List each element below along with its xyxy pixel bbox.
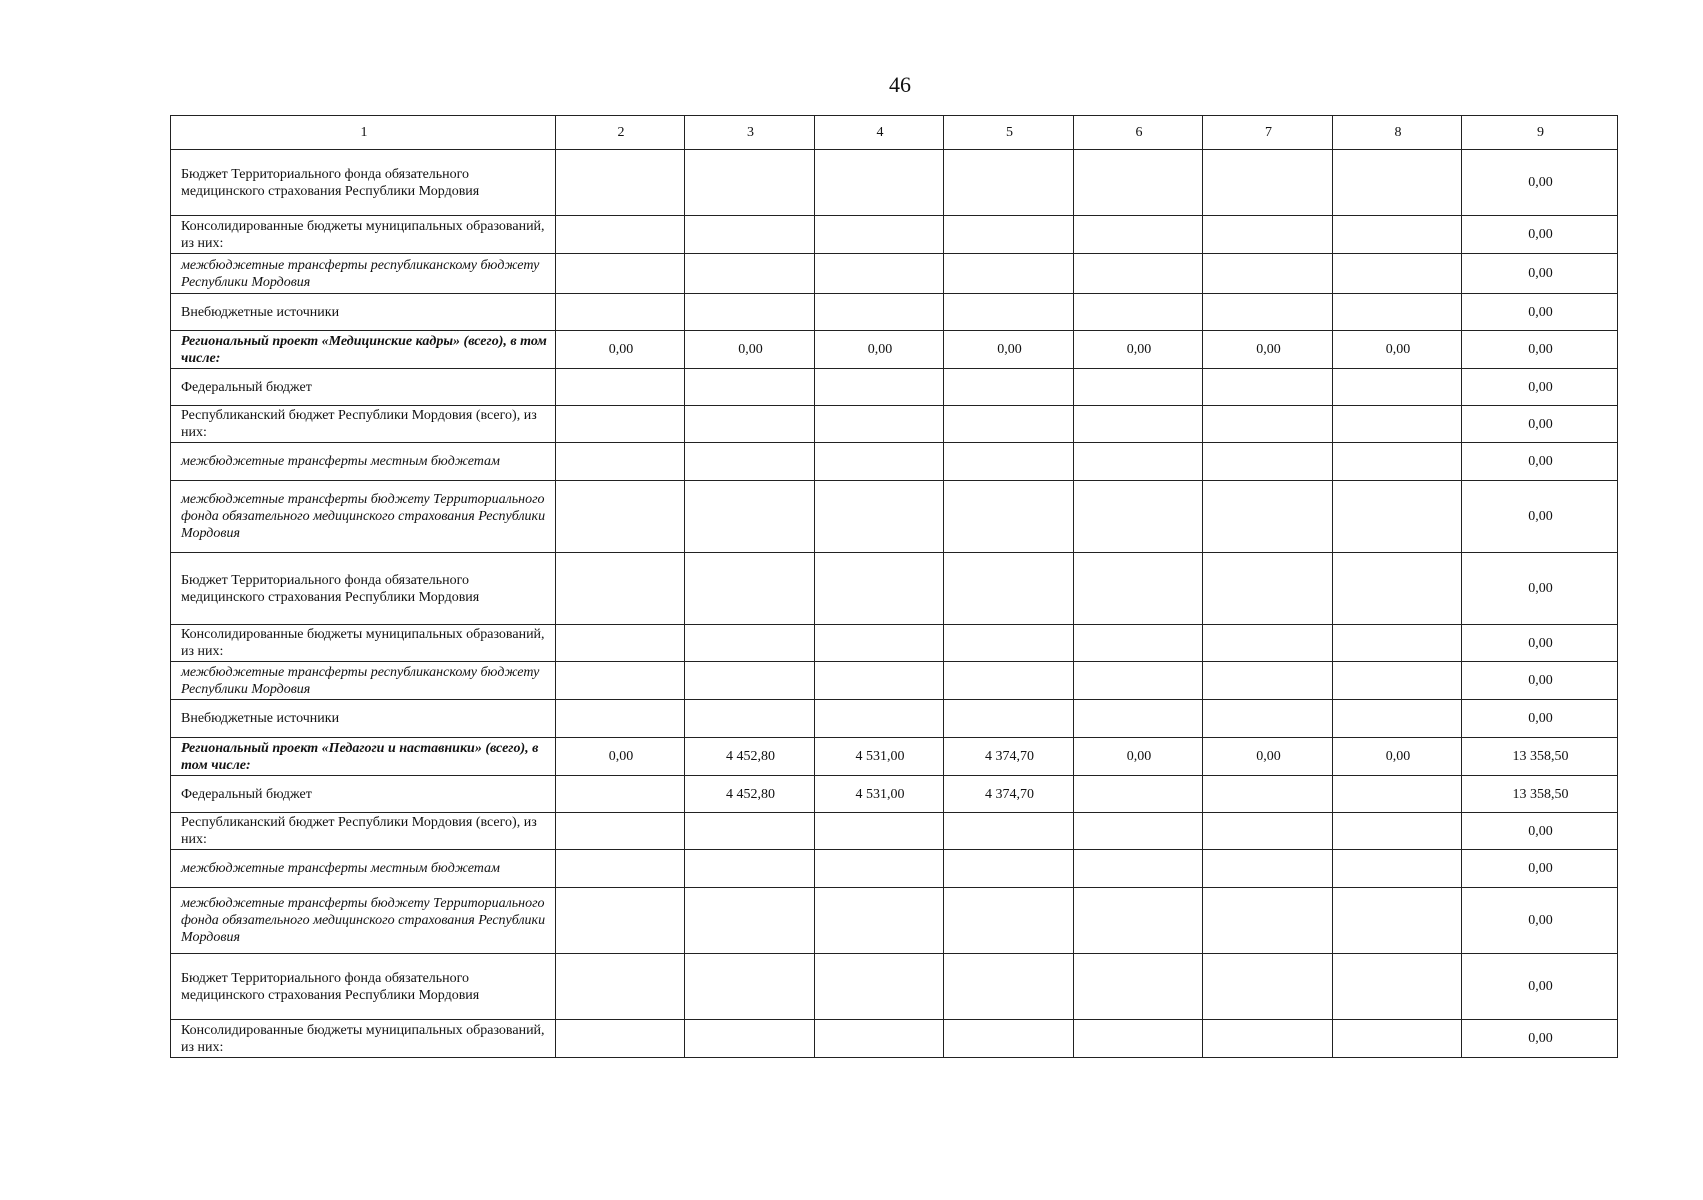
value-cell bbox=[1074, 216, 1203, 254]
value-cell bbox=[815, 1020, 944, 1058]
value-cell bbox=[556, 888, 685, 954]
column-header: 5 bbox=[944, 116, 1074, 150]
value-cell bbox=[1074, 662, 1203, 700]
page-number: 46 bbox=[889, 72, 911, 97]
value-cell bbox=[815, 888, 944, 954]
value-cell bbox=[1333, 406, 1462, 443]
value-cell: 0,00 bbox=[1462, 443, 1618, 481]
value-cell bbox=[1333, 850, 1462, 888]
value-cell bbox=[556, 813, 685, 850]
table-row bbox=[171, 813, 1618, 850]
value-cell bbox=[556, 776, 685, 813]
row-label: Бюджет Территориального фонда обязательного медицинского страхования Республики Мордовия bbox=[171, 150, 556, 216]
value-cell bbox=[1203, 700, 1333, 738]
value-cell bbox=[944, 294, 1074, 331]
value-cell bbox=[1333, 813, 1462, 850]
table-row bbox=[171, 443, 1618, 481]
value-cell: 0,00 bbox=[1462, 662, 1618, 700]
value-cell bbox=[1074, 700, 1203, 738]
value-cell bbox=[1203, 150, 1333, 216]
value-cell: 0,00 bbox=[1074, 738, 1203, 776]
value-cell bbox=[815, 662, 944, 700]
value-cell: 0,00 bbox=[1462, 481, 1618, 553]
value-cell bbox=[685, 700, 815, 738]
column-header: 4 bbox=[815, 116, 944, 150]
value-cell bbox=[685, 625, 815, 662]
value-cell: 0,00 bbox=[556, 331, 685, 369]
value-cell bbox=[1074, 369, 1203, 406]
value-cell bbox=[1203, 369, 1333, 406]
value-cell: 0,00 bbox=[1462, 850, 1618, 888]
value-cell: 0,00 bbox=[1074, 331, 1203, 369]
row-label: Республиканский бюджет Республики Мордовия (всего), из них: bbox=[171, 406, 556, 443]
value-cell: 0,00 bbox=[944, 331, 1074, 369]
value-cell bbox=[944, 481, 1074, 553]
value-cell bbox=[944, 662, 1074, 700]
value-cell: 0,00 bbox=[815, 331, 944, 369]
value-cell bbox=[1333, 1020, 1462, 1058]
value-cell bbox=[1203, 888, 1333, 954]
value-cell bbox=[1074, 443, 1203, 481]
table-row bbox=[171, 331, 1618, 369]
value-cell bbox=[815, 443, 944, 481]
value-cell bbox=[1333, 254, 1462, 294]
value-cell bbox=[1203, 850, 1333, 888]
value-cell bbox=[944, 150, 1074, 216]
table-row bbox=[171, 216, 1618, 254]
row-label: Внебюджетные источники bbox=[171, 700, 556, 738]
value-cell bbox=[556, 150, 685, 216]
value-cell: 13 358,50 bbox=[1462, 776, 1618, 813]
value-cell bbox=[944, 1020, 1074, 1058]
value-cell bbox=[944, 625, 1074, 662]
value-cell: 0,00 bbox=[1462, 888, 1618, 954]
value-cell: 0,00 bbox=[1462, 294, 1618, 331]
value-cell: 0,00 bbox=[1333, 331, 1462, 369]
value-cell bbox=[815, 700, 944, 738]
value-cell bbox=[944, 553, 1074, 625]
value-cell bbox=[815, 216, 944, 254]
value-cell bbox=[685, 216, 815, 254]
value-cell bbox=[1074, 850, 1203, 888]
value-cell bbox=[685, 294, 815, 331]
table-row bbox=[171, 662, 1618, 700]
value-cell bbox=[1203, 662, 1333, 700]
value-cell bbox=[1074, 813, 1203, 850]
row-label: межбюджетные трансферты бюджету Территориального фонда обязательного медицинского страхования Республики Мордовия bbox=[171, 888, 556, 954]
value-cell bbox=[556, 481, 685, 553]
value-cell bbox=[556, 553, 685, 625]
table-row bbox=[171, 738, 1618, 776]
value-cell bbox=[556, 662, 685, 700]
row-label: межбюджетные трансферты бюджету Территориального фонда обязательного медицинского страхования Республики Мордовия bbox=[171, 481, 556, 553]
value-cell bbox=[556, 1020, 685, 1058]
value-cell bbox=[1074, 553, 1203, 625]
row-label: Республиканский бюджет Республики Мордовия (всего), из них: bbox=[171, 813, 556, 850]
value-cell bbox=[685, 813, 815, 850]
value-cell bbox=[815, 553, 944, 625]
row-label: Федеральный бюджет bbox=[171, 369, 556, 406]
row-label: Консолидированные бюджеты муниципальных образований, из них: bbox=[171, 1020, 556, 1058]
value-cell bbox=[1203, 553, 1333, 625]
value-cell bbox=[685, 443, 815, 481]
value-cell: 0,00 bbox=[1462, 954, 1618, 1020]
table-body bbox=[171, 116, 1618, 1058]
row-label: Региональный проект «Медицинские кадры» (всего), в том числе: bbox=[171, 331, 556, 369]
value-cell bbox=[685, 888, 815, 954]
value-cell: 0,00 bbox=[1462, 216, 1618, 254]
value-cell: 0,00 bbox=[1462, 406, 1618, 443]
value-cell bbox=[685, 254, 815, 294]
value-cell bbox=[685, 553, 815, 625]
value-cell: 0,00 bbox=[1462, 700, 1618, 738]
column-header: 7 bbox=[1203, 116, 1333, 150]
table-row bbox=[171, 406, 1618, 443]
value-cell bbox=[1203, 254, 1333, 294]
value-cell bbox=[556, 369, 685, 406]
value-cell: 0,00 bbox=[1462, 331, 1618, 369]
value-cell bbox=[944, 813, 1074, 850]
value-cell bbox=[1333, 700, 1462, 738]
column-header: 2 bbox=[556, 116, 685, 150]
value-cell bbox=[1203, 481, 1333, 553]
value-cell bbox=[556, 216, 685, 254]
column-header: 3 bbox=[685, 116, 815, 150]
value-cell bbox=[685, 850, 815, 888]
value-cell bbox=[556, 954, 685, 1020]
value-cell bbox=[1333, 888, 1462, 954]
value-cell bbox=[1333, 216, 1462, 254]
value-cell: 0,00 bbox=[1203, 331, 1333, 369]
value-cell bbox=[944, 216, 1074, 254]
value-cell bbox=[685, 150, 815, 216]
value-cell bbox=[1203, 1020, 1333, 1058]
row-label: межбюджетные трансферты республиканскому бюджету Республики Мордовия bbox=[171, 662, 556, 700]
row-label: межбюджетные трансферты республиканскому бюджету Республики Мордовия bbox=[171, 254, 556, 294]
table-row bbox=[171, 254, 1618, 294]
table-row bbox=[171, 888, 1618, 954]
value-cell bbox=[1074, 294, 1203, 331]
value-cell bbox=[1074, 254, 1203, 294]
value-cell bbox=[944, 443, 1074, 481]
value-cell bbox=[1203, 625, 1333, 662]
value-cell bbox=[1203, 406, 1333, 443]
header-row bbox=[171, 116, 1618, 150]
value-cell bbox=[944, 700, 1074, 738]
value-cell bbox=[685, 406, 815, 443]
value-cell: 0,00 bbox=[1333, 738, 1462, 776]
value-cell bbox=[1333, 294, 1462, 331]
value-cell: 0,00 bbox=[1462, 553, 1618, 625]
table-row bbox=[171, 700, 1618, 738]
value-cell bbox=[815, 625, 944, 662]
value-cell bbox=[685, 369, 815, 406]
value-cell: 4 531,00 bbox=[815, 776, 944, 813]
value-cell bbox=[1074, 406, 1203, 443]
table-row bbox=[171, 776, 1618, 813]
value-cell bbox=[944, 888, 1074, 954]
value-cell bbox=[556, 625, 685, 662]
value-cell bbox=[1203, 216, 1333, 254]
value-cell bbox=[944, 369, 1074, 406]
value-cell: 0,00 bbox=[1203, 738, 1333, 776]
value-cell bbox=[1203, 954, 1333, 1020]
value-cell bbox=[1333, 553, 1462, 625]
value-cell: 0,00 bbox=[556, 738, 685, 776]
row-label: Консолидированные бюджеты муниципальных образований, из них: bbox=[171, 216, 556, 254]
table-row bbox=[171, 150, 1618, 216]
value-cell bbox=[815, 254, 944, 294]
value-cell bbox=[1333, 954, 1462, 1020]
value-cell bbox=[815, 369, 944, 406]
value-cell bbox=[944, 850, 1074, 888]
value-cell bbox=[1074, 1020, 1203, 1058]
row-label: Внебюджетные источники bbox=[171, 294, 556, 331]
value-cell bbox=[1333, 443, 1462, 481]
value-cell bbox=[1203, 294, 1333, 331]
value-cell bbox=[1203, 813, 1333, 850]
table-row bbox=[171, 850, 1618, 888]
value-cell bbox=[685, 662, 815, 700]
value-cell: 0,00 bbox=[685, 331, 815, 369]
column-header: 8 bbox=[1333, 116, 1462, 150]
value-cell bbox=[1074, 954, 1203, 1020]
value-cell bbox=[685, 1020, 815, 1058]
value-cell: 0,00 bbox=[1462, 254, 1618, 294]
table-row bbox=[171, 481, 1618, 553]
value-cell bbox=[944, 954, 1074, 1020]
column-header: 9 bbox=[1462, 116, 1618, 150]
row-label: Бюджет Территориального фонда обязательного медицинского страхования Республики Мордовия bbox=[171, 553, 556, 625]
value-cell bbox=[1203, 443, 1333, 481]
value-cell bbox=[1333, 369, 1462, 406]
table-row bbox=[171, 553, 1618, 625]
value-cell: 0,00 bbox=[1462, 150, 1618, 216]
value-cell bbox=[815, 850, 944, 888]
value-cell bbox=[556, 850, 685, 888]
value-cell: 13 358,50 bbox=[1462, 738, 1618, 776]
table-row bbox=[171, 1020, 1618, 1058]
row-label: Консолидированные бюджеты муниципальных образований, из них: bbox=[171, 625, 556, 662]
table-row bbox=[171, 625, 1618, 662]
value-cell bbox=[944, 406, 1074, 443]
value-cell bbox=[815, 813, 944, 850]
value-cell bbox=[1074, 150, 1203, 216]
value-cell bbox=[1074, 481, 1203, 553]
value-cell: 4 374,70 bbox=[944, 738, 1074, 776]
table-row bbox=[171, 294, 1618, 331]
value-cell: 0,00 bbox=[1462, 813, 1618, 850]
value-cell: 4 531,00 bbox=[815, 738, 944, 776]
value-cell bbox=[1333, 776, 1462, 813]
column-header: 1 bbox=[171, 116, 556, 150]
table-row bbox=[171, 954, 1618, 1020]
value-cell bbox=[685, 481, 815, 553]
value-cell bbox=[815, 294, 944, 331]
value-cell bbox=[556, 406, 685, 443]
value-cell bbox=[815, 954, 944, 1020]
value-cell bbox=[815, 150, 944, 216]
value-cell bbox=[1074, 625, 1203, 662]
row-label: Региональный проект «Педагоги и наставники» (всего), в том числе: bbox=[171, 738, 556, 776]
value-cell: 4 452,80 bbox=[685, 738, 815, 776]
value-cell bbox=[556, 700, 685, 738]
value-cell bbox=[556, 254, 685, 294]
value-cell bbox=[556, 443, 685, 481]
value-cell bbox=[1203, 776, 1333, 813]
value-cell bbox=[815, 406, 944, 443]
row-label: межбюджетные трансферты местным бюджетам bbox=[171, 850, 556, 888]
row-label: Бюджет Территориального фонда обязательного медицинского страхования Республики Мордовия bbox=[171, 954, 556, 1020]
value-cell: 0,00 bbox=[1462, 625, 1618, 662]
value-cell: 0,00 bbox=[1462, 369, 1618, 406]
value-cell bbox=[815, 481, 944, 553]
value-cell: 4 374,70 bbox=[944, 776, 1074, 813]
value-cell bbox=[944, 254, 1074, 294]
row-label: Федеральный бюджет bbox=[171, 776, 556, 813]
value-cell bbox=[556, 294, 685, 331]
table-row bbox=[171, 369, 1618, 406]
value-cell bbox=[1074, 888, 1203, 954]
budget-table bbox=[170, 115, 1618, 1058]
value-cell bbox=[1074, 776, 1203, 813]
value-cell: 0,00 bbox=[1462, 1020, 1618, 1058]
value-cell bbox=[685, 954, 815, 1020]
value-cell bbox=[1333, 481, 1462, 553]
value-cell bbox=[1333, 662, 1462, 700]
value-cell bbox=[1333, 625, 1462, 662]
column-header: 6 bbox=[1074, 116, 1203, 150]
value-cell bbox=[1333, 150, 1462, 216]
value-cell: 4 452,80 bbox=[685, 776, 815, 813]
row-label: межбюджетные трансферты местным бюджетам bbox=[171, 443, 556, 481]
